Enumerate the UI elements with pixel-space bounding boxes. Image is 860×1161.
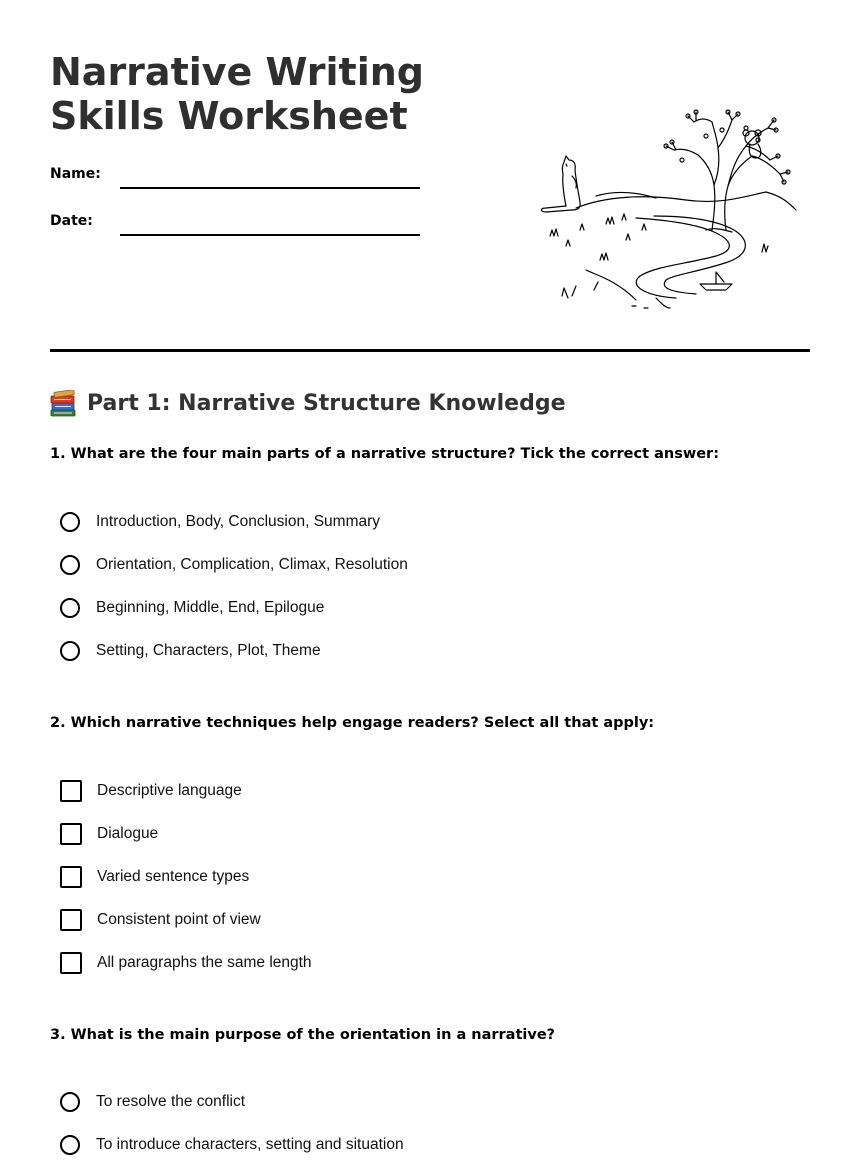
option-label: Setting, Characters, Plot, Theme — [96, 642, 321, 659]
date-label: Date: — [50, 213, 93, 229]
option-label: Orientation, Complication, Climax, Resolution — [96, 556, 408, 573]
radio-button[interactable] — [60, 1135, 80, 1155]
q3-option-2[interactable] — [60, 1132, 404, 1158]
option-label: Dialogue — [97, 825, 159, 842]
question-3: 3. What is the main purpose of the orientation in a narrative? — [50, 1027, 556, 1043]
name-field[interactable] — [50, 164, 420, 194]
q3-option-1[interactable] — [60, 1089, 245, 1115]
checkbox[interactable] — [60, 866, 82, 888]
option-label: Introduction, Body, Conclusion, Summary — [96, 513, 381, 530]
name-label: Name: — [50, 166, 101, 182]
checkbox[interactable] — [60, 780, 82, 802]
q1-option-3[interactable] — [60, 595, 324, 621]
worksheet-title: Narrative Writing Skills Worksheet — [50, 50, 424, 138]
date-input-line[interactable] — [120, 234, 420, 236]
outback-landscape-illustration — [536, 100, 798, 314]
q2-option-2[interactable] — [60, 821, 158, 847]
checkbox[interactable] — [60, 823, 82, 845]
option-label: Varied sentence types — [97, 868, 250, 885]
q1-option-4[interactable] — [60, 638, 321, 664]
books-icon — [50, 390, 76, 418]
header-divider — [50, 349, 810, 352]
radio-button[interactable] — [60, 598, 80, 618]
date-field[interactable] — [50, 211, 420, 241]
q2-option-1[interactable] — [60, 778, 242, 804]
checkbox[interactable] — [60, 952, 82, 974]
q1-option-1[interactable] — [60, 509, 380, 535]
option-label: All paragraphs the same length — [97, 954, 312, 971]
q2-option-3[interactable] — [60, 864, 249, 890]
option-label: Descriptive language — [97, 782, 242, 799]
radio-button[interactable] — [60, 555, 80, 575]
part1-heading-text: Part 1: Narrative Structure Knowledge — [87, 391, 566, 416]
option-label: Consistent point of view — [97, 911, 261, 928]
radio-button[interactable] — [60, 1092, 80, 1112]
question-2: 2. Which narrative techniques help engage readers? Select all that apply: — [50, 715, 655, 731]
radio-button[interactable] — [60, 641, 80, 661]
radio-button[interactable] — [60, 512, 80, 532]
name-input-line[interactable] — [120, 187, 420, 189]
option-label: Beginning, Middle, End, Epilogue — [96, 599, 325, 616]
question-1: 1. What are the four main parts of a narrative structure? Tick the correct answer: — [50, 446, 720, 462]
q2-option-5[interactable] — [60, 950, 312, 976]
checkbox[interactable] — [60, 909, 82, 931]
q1-option-2[interactable] — [60, 552, 408, 578]
part1-heading — [50, 388, 566, 420]
option-label: To introduce characters, setting and situation — [96, 1136, 404, 1153]
q2-option-4[interactable] — [60, 907, 261, 933]
option-label: To resolve the conflict — [96, 1093, 246, 1110]
